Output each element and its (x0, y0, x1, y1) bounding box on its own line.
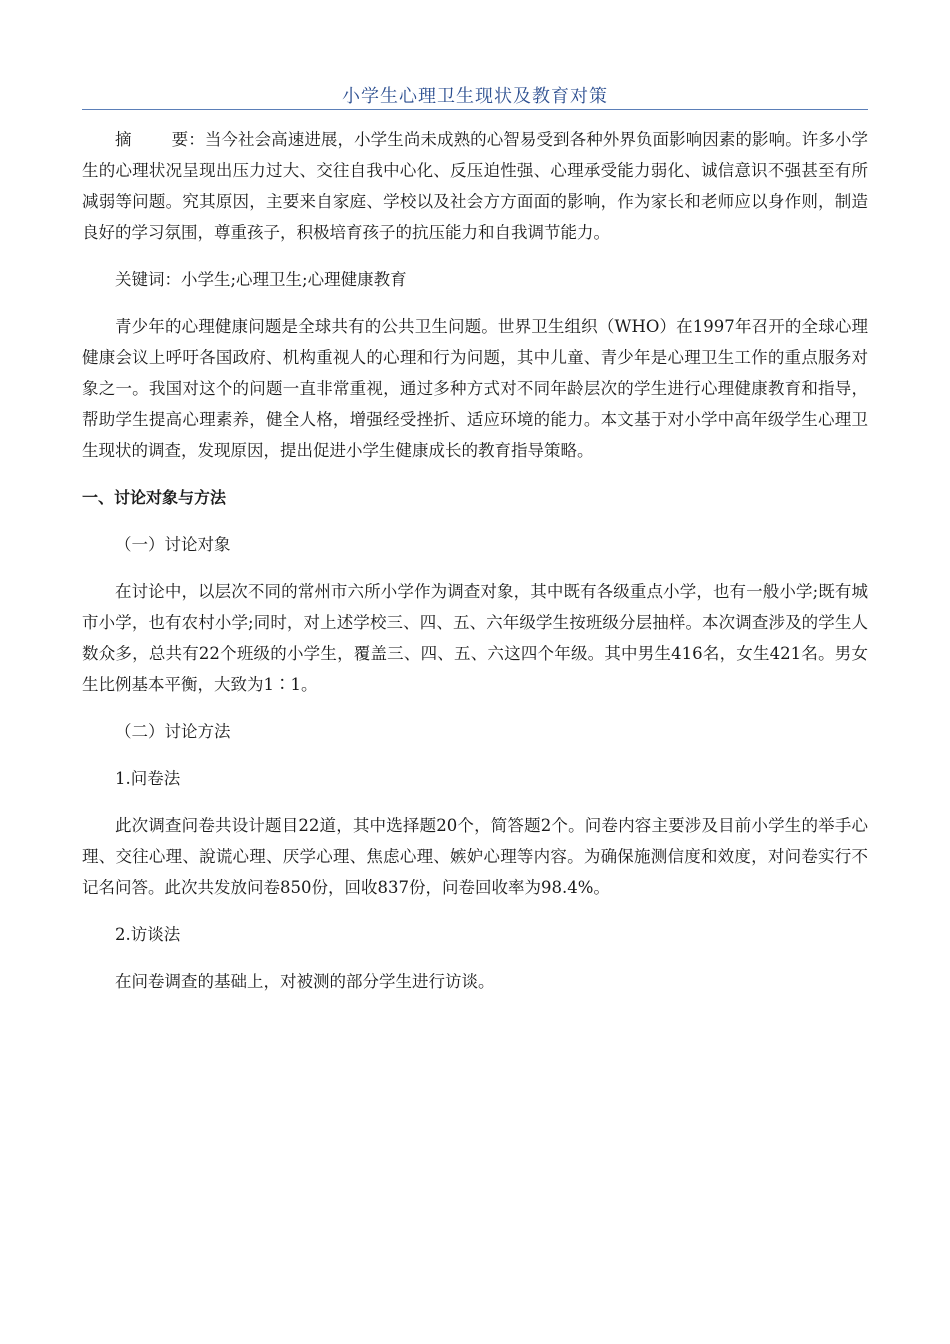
document-title: 小学生心理卫生现状及教育对策 (342, 86, 608, 107)
intro-paragraph: 青少年的心理健康问题是全球共有的公共卫生问题。世界卫生组织（WHO）在1997年召开的全球心理健康会议上呼吁各国政府、机构重视人的心理和行为问题，其中儿童、青少年是心理卫生工作的重点服务对象之一。我国对这个的问题一直非常重视，通过多种方式对不同年龄层次的学生进行心理健康教育和指导，帮助学生提高心理素养，健全人格，增强经受挫折、适应环境的能力。本文基于对小学中高年级学生心理卫生现状的调查，发现原因，提出促进小学生健康成长的教育指导策略。 (82, 317, 868, 460)
abstract-label (115, 130, 205, 149)
subsection-heading-subjects: （一）讨论对象 (115, 535, 231, 554)
interview-paragraph: 在问卷调查的基础上，对被测的部分学生进行访谈。 (115, 972, 495, 991)
keywords-line: 关键词：小学生;心理卫生;心理健康教育 (115, 270, 407, 289)
section-heading: 一、讨论对象与方法 (82, 488, 227, 507)
method-heading-interview: 2.访谈法 (115, 925, 181, 944)
abstract-label-part2: 要： (171, 130, 205, 149)
abstract-label-part1: 摘 (115, 130, 132, 149)
method-heading-questionnaire: 1.问卷法 (115, 769, 181, 788)
abstract-text: 当今社会高速进展，小学生尚未成熟的心智易受到各种外界负面影响因素的影响。许多小学生的心理状况呈现出压力过大、交往自我中心化、反压迫性强、心理承受能力弱化、诚信意识不强甚至有所减弱等问题。究其原因，主要来自家庭、学校以及社会方方面面的影响，作为家长和老师应以身作则，制造良好的学习氛围，尊重孩子，积极培育孩子的抗压能力和自我调节能力。 (82, 130, 869, 242)
questionnaire-paragraph: 此次调查问卷共设计题目22道，其中选择题20个，简答题2个。问卷内容主要涉及目前小学生的举手心理、交往心理、說谎心理、厌学心理、焦虑心理、嫉妒心理等内容。为确保施测信度和效度，对问卷实行不记名问答。此次共发放问卷850份，回收837份，问卷回收率为98.4%。 (82, 816, 868, 897)
document-body (82, 124, 868, 997)
subsection-heading-methods: （二）讨论方法 (115, 722, 231, 741)
title-divider (82, 109, 868, 110)
subjects-paragraph: 在讨论中，以层次不同的常州市六所小学作为调查对象，其中既有各级重点小学，也有一般小学;既有城市小学，也有农村小学;同时，对上述学校三、四、五、六年级学生按班级分层抽样。本次调查涉及的学生人数众多，总共有22个班级的小学生，覆盖三、四、五、六这四个年级。其中男生416名，女生421名。男女生比例基本平衡，大致为1∶1。 (82, 582, 868, 694)
abstract-paragraph (82, 124, 868, 248)
